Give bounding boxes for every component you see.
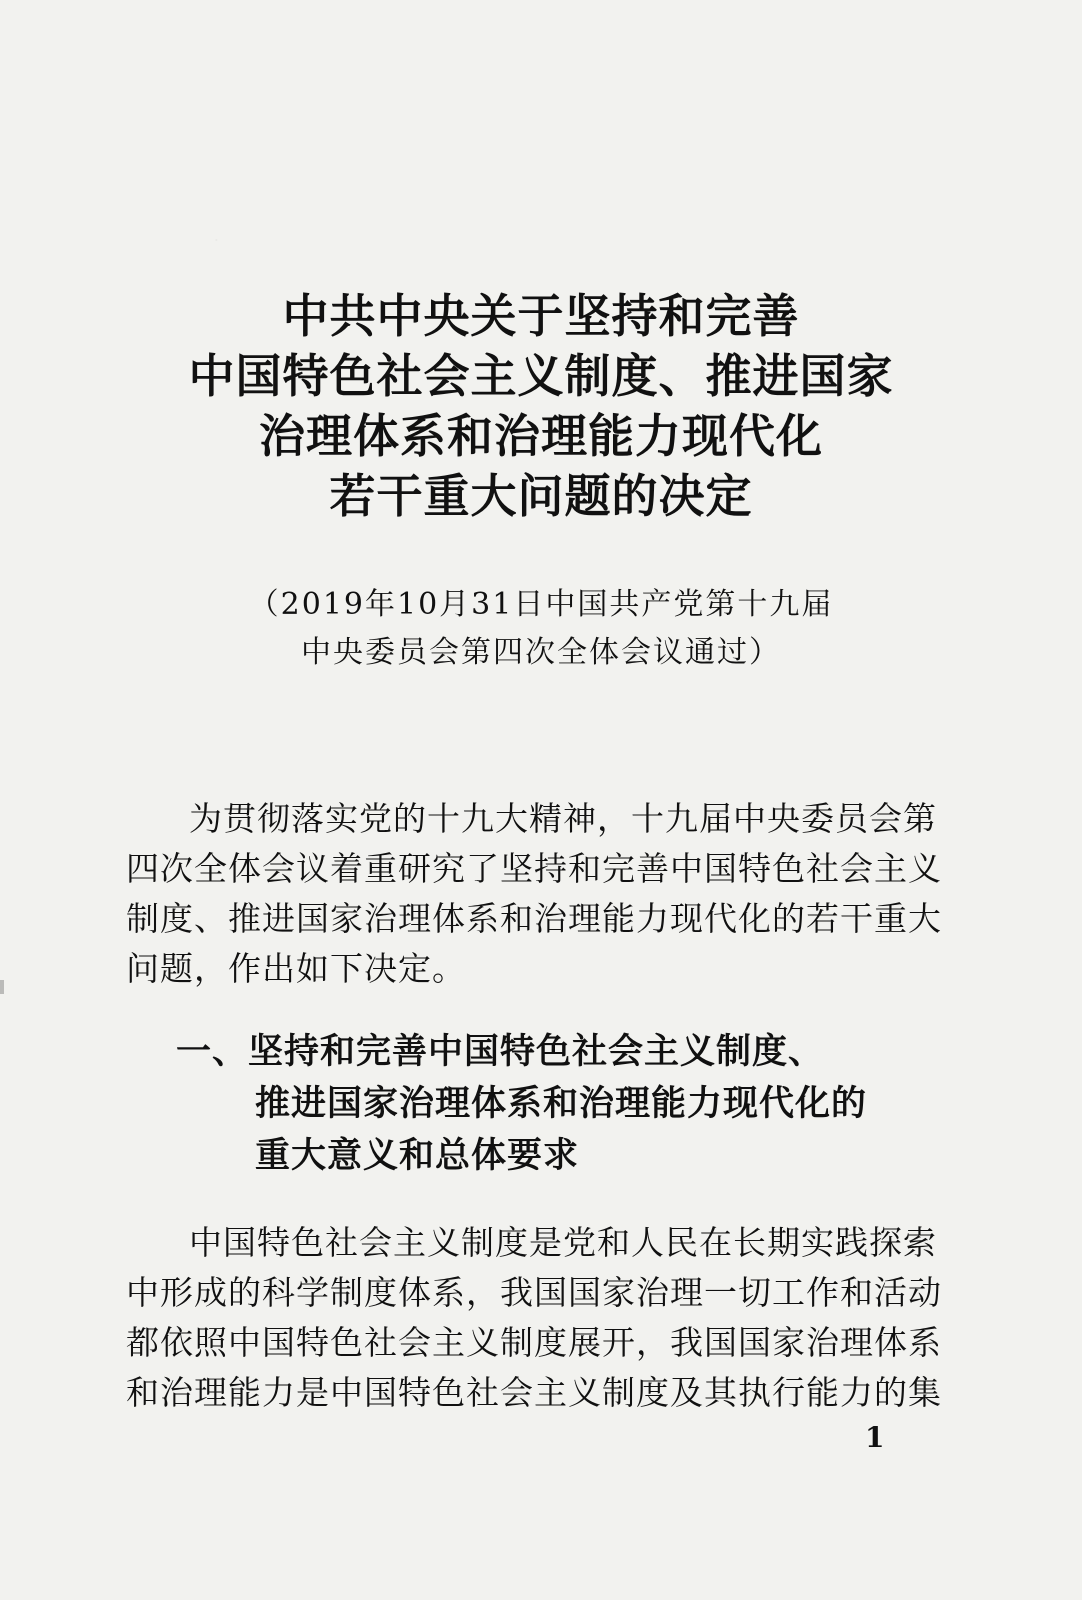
- title-line-4: 若干重大问题的决定: [329, 469, 753, 523]
- title-line-2: 中国特色社会主义制度、推进国家: [188, 349, 894, 403]
- intro-line-1: 为贯彻落实党的十九大精神，十九届中央委员会第: [189, 799, 937, 838]
- section-1-body-line-2: 中形成的科学制度体系，我国国家治理一切工作和活动: [126, 1273, 942, 1312]
- section-1-heading-line-3: 重大意义和总体要求: [255, 1136, 580, 1176]
- section-1-heading-line-2: 推进国家治理体系和治理能力现代化的: [255, 1084, 868, 1124]
- intro-line-3: 制度、推进国家治理体系和治理能力现代化的若干重大: [126, 899, 942, 938]
- section-1-heading-line-1: 一、坚持和完善中国特色社会主义制度、: [176, 1032, 825, 1072]
- intro-line-4: 问题，作出如下决定。: [126, 949, 466, 988]
- document-subtitle: [0, 581, 1082, 677]
- intro-line-2: 四次全体会议着重研究了坚持和完善中国特色社会主义: [126, 849, 942, 888]
- subtitle-line-2: 中央委员会第四次全体会议通过）: [301, 635, 781, 670]
- page-number: 1: [865, 1421, 885, 1454]
- document-title: [0, 286, 1082, 526]
- section-1-body: [126, 1218, 942, 1418]
- section-1-heading: [176, 1026, 867, 1182]
- intro-paragraph: [126, 794, 942, 994]
- subtitle-line-1: （2019年10月31日中国共产党第十九届: [248, 587, 834, 622]
- title-line-3: 治理体系和治理能力现代化: [259, 409, 823, 463]
- scan-mark: [0, 980, 4, 994]
- section-1-body-line-3: 都依照中国特色社会主义制度展开，我国国家治理体系: [126, 1323, 942, 1362]
- section-1-body-line-1: 中国特色社会主义制度是党和人民在长期实践探索: [189, 1223, 937, 1262]
- section-1-body-line-4: 和治理能力是中国特色社会主义制度及其执行能力的集: [126, 1373, 942, 1412]
- title-line-1: 中共中央关于坚持和完善: [282, 289, 800, 343]
